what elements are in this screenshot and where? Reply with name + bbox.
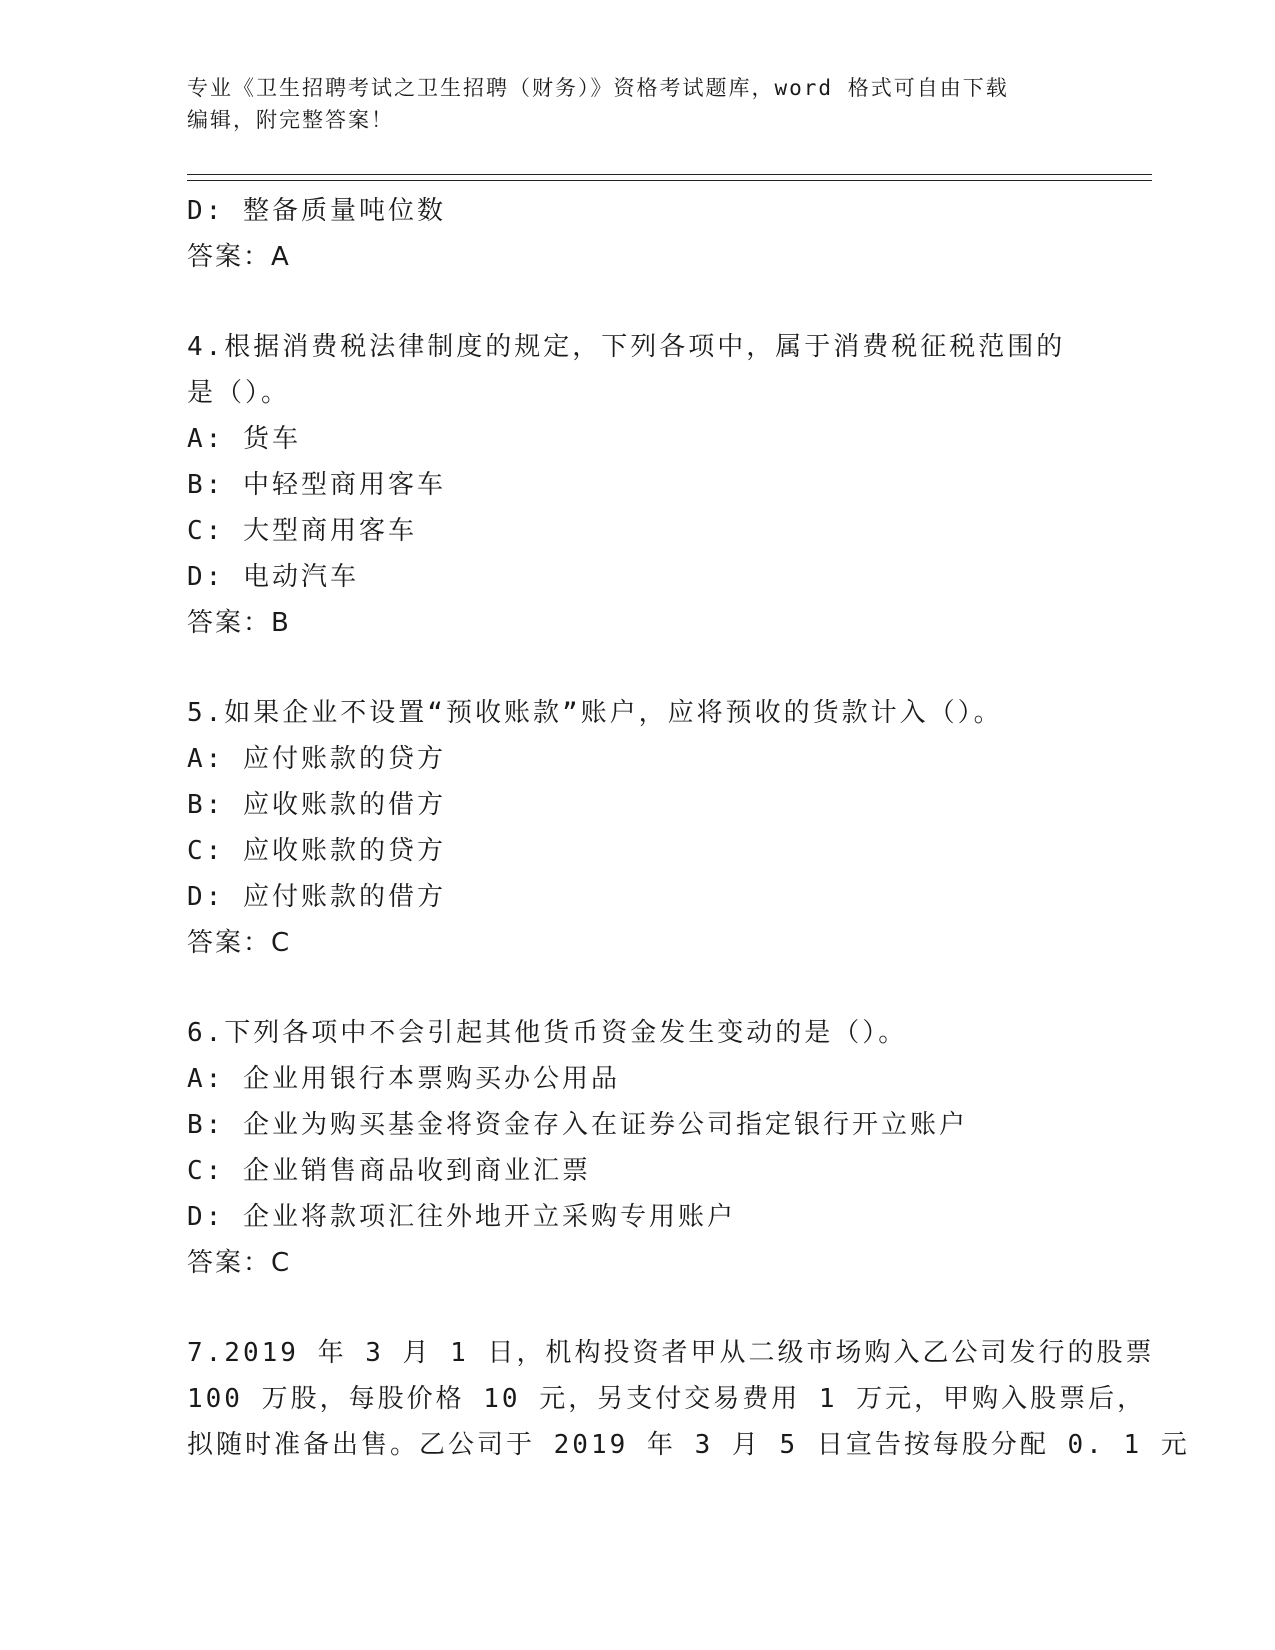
q6-stem-line-1: 6.下列各项中不会引起其他货币资金发生变动的是（）。 <box>187 1018 908 1048</box>
header-line-2: 编辑，附完整答案！ <box>187 108 394 132</box>
q5-option-c: C: 应收账款的贷方 <box>187 836 446 866</box>
q7-stem-line-3: 拟随时准备出售。乙公司于 2019 年 3 月 5 日宣告按每股分配 0. 1 元 <box>187 1430 1190 1460</box>
q4-option-b: B: 中轻型商用客车 <box>187 470 446 500</box>
q3-option-d: D: 整备质量吨位数 <box>187 196 446 226</box>
q4-option-d: D: 电动汽车 <box>187 562 359 592</box>
q6-answer: 答案：C <box>187 1248 292 1278</box>
header-rule-bottom <box>187 180 1152 181</box>
q4-answer: 答案：B <box>187 608 291 638</box>
q4-option-c: C: 大型商用客车 <box>187 516 417 546</box>
q5-option-b: B: 应收账款的借方 <box>187 790 446 820</box>
q4-option-a: A: 货车 <box>187 424 301 454</box>
q4-stem-line-2: 是（）。 <box>187 378 291 408</box>
question-content <box>187 188 1190 1468</box>
q6-option-a: A: 企业用银行本票购买办公用品 <box>187 1064 620 1094</box>
header-rule-top <box>187 174 1152 175</box>
q6-option-d: D: 企业将款项汇往外地开立采购专用账户 <box>187 1202 736 1232</box>
document-header <box>187 72 1087 136</box>
q3-answer: 答案：A <box>187 242 291 272</box>
q5-answer: 答案：C <box>187 928 292 958</box>
q4-stem-line-1: 4.根据消费税法律制度的规定，下列各项中，属于消费税征税范围的 <box>187 332 1066 362</box>
q7-stem-line-1: 7.2019 年 3 月 1 日，机构投资者甲从二级市场购入乙公司发行的股票 <box>187 1338 1155 1368</box>
q5-option-a: A: 应付账款的贷方 <box>187 744 446 774</box>
q7-stem-line-2: 100 万股，每股价格 10 元，另支付交易费用 1 万元，甲购入股票后， <box>187 1384 1147 1414</box>
q6-option-b: B: 企业为购买基金将资金存入在证券公司指定银行开立账户 <box>187 1110 968 1140</box>
q5-stem-line-1: 5.如果企业不设置“预收账款”账户，应将预收的货款计入（）。 <box>187 698 1003 728</box>
header-line-1: 专业《卫生招聘考试之卫生招聘（财务）》资格考试题库，word 格式可自由下载 <box>187 76 1009 100</box>
q5-option-d: D: 应付账款的借方 <box>187 882 446 912</box>
q6-option-c: C: 企业销售商品收到商业汇票 <box>187 1156 591 1186</box>
